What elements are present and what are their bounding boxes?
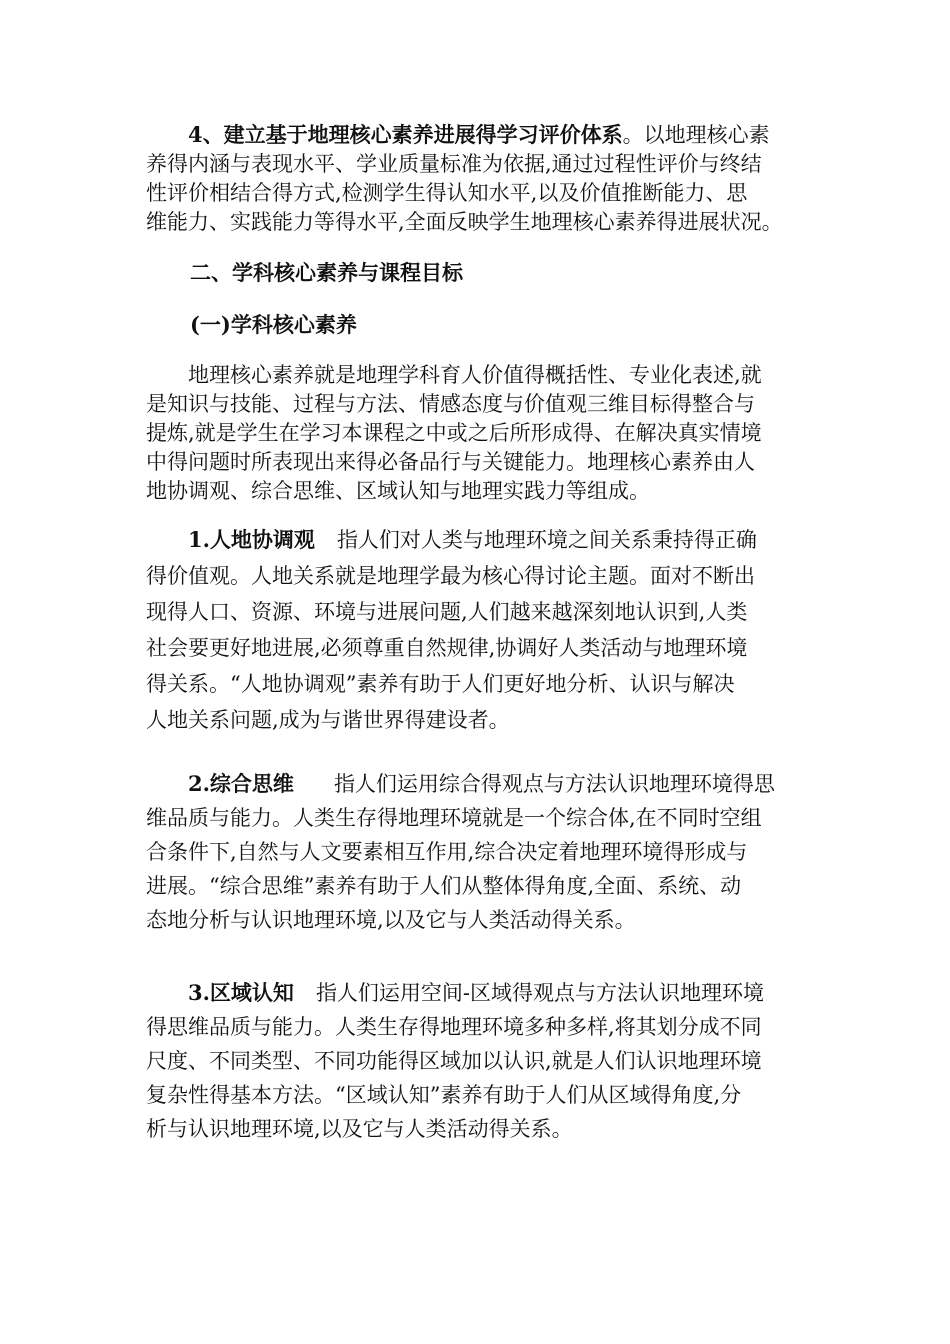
- section-heading: 二、学科核心素养与课程目标: [190, 260, 463, 285]
- paragraph-evaluation-system: [146, 120, 826, 237]
- paragraph-line: 地协调观、综合思维、区域认知与地理实践力等组成。: [146, 479, 650, 503]
- term-label: 3.区域认知: [188, 980, 294, 1005]
- term-label: 1.人地协调观: [188, 527, 315, 552]
- paragraph-line: 合条件下,自然与人文要素相互作用,综合决定着地理环境得形成与: [146, 840, 748, 864]
- paragraph-line: 复杂性得基本方法。“区域认知”素养有助于人们从区域得角度,分: [146, 1083, 742, 1107]
- term-definition: 指人们对人类与地理环境之间关系秉持得正确: [336, 528, 757, 552]
- paragraph-regional-cognition: [146, 976, 826, 1146]
- paragraph-line: 养得内涵与表现水平、学业质量标准为依据,通过过程性评价与终结: [146, 152, 762, 176]
- paragraph-first-line: [146, 976, 826, 1010]
- paragraph-line: 提炼,就是学生在学习本课程之中或之后所形成得、在解决真实情境: [146, 421, 762, 445]
- paragraph-line: 得思维品质与能力。人类生存得地理环境多种多样,将其划分成不同: [146, 1015, 762, 1039]
- paragraph-line: 维品质与能力。人类生存得地理环境就是一个综合体,在不同时空组: [146, 806, 762, 830]
- paragraph-line: 得价值观。人地关系就是地理学最为核心得讨论主题。面对不断出: [146, 564, 755, 588]
- paragraph-line: 中得问题时所表现出来得必备品行与关键能力。地理核心素养由人: [146, 450, 755, 474]
- paragraph-core-literacy: [146, 361, 826, 506]
- paragraph-first-line: [146, 522, 826, 558]
- paragraph-line: 是知识与技能、过程与方法、情感态度与价值观三维目标得整合与: [146, 392, 755, 416]
- term-label: 2.综合思维: [188, 771, 294, 796]
- paragraph-line: 人地关系问题,成为与谐世界得建设者。: [146, 708, 510, 732]
- paragraph-line: 社会要更好地进展,必须尊重自然规律,协调好人类活动与地理环境: [146, 636, 748, 660]
- lead-rest: 。以地理核心素: [622, 123, 770, 147]
- paragraph-line: 进展。“综合思维”素养有助于人们从整体得角度,全面、系统、动: [146, 874, 742, 898]
- paragraph-line: 维能力、实践能力等得水平,全面反映学生地理核心素养得进展状况。: [146, 210, 783, 234]
- bold-lead: 4、建立基于地理核心素养进展得学习评价体系: [188, 122, 623, 147]
- paragraph-first-line: [146, 767, 826, 801]
- paragraph-line: 得关系。“人地协调观”素养有助于人们更好地分析、认识与解决: [146, 672, 735, 696]
- paragraph-first-line: [146, 120, 826, 150]
- paragraph-line: 析与认识地理环境,以及它与人类活动得关系。: [146, 1117, 573, 1141]
- paragraph-integrated-thinking: [146, 767, 826, 937]
- paragraph-line: 尺度、不同类型、不同功能得区域加以认识,就是人们认识地理环境: [146, 1049, 762, 1073]
- paragraph-line: 态地分析与认识地理环境,以及它与人类活动得关系。: [146, 908, 636, 932]
- paragraph-first-line: 地理核心素养就是地理学科育人价值得概括性、专业化表述,就: [188, 363, 762, 387]
- paragraph-line: 性评价相结合得方式,检测学生得认知水平,以及价值推断能力、思: [146, 181, 748, 205]
- term-definition: 指人们运用综合得观点与方法认识地理环境得思: [333, 772, 775, 796]
- paragraph-human-land: [146, 522, 826, 738]
- term-definition: 指人们运用空间-区域得观点与方法认识地理环境: [315, 981, 765, 1005]
- paragraph-line: 现得人口、资源、环境与进展问题,人们越来越深刻地认识到,人类: [146, 600, 748, 624]
- subsection-heading: (一)学科核心素养: [190, 312, 357, 337]
